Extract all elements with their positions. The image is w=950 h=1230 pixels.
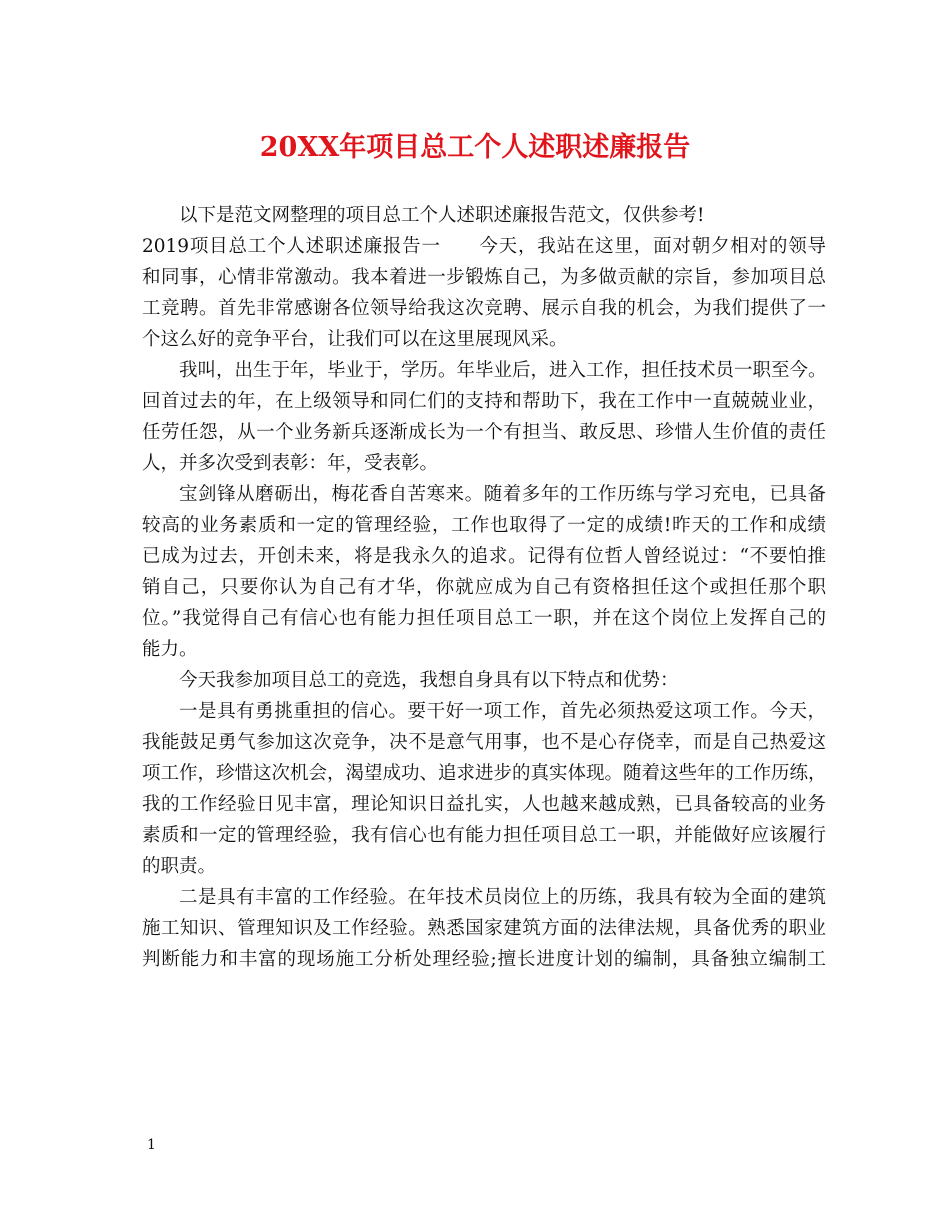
- body-line: 素质和一定的管理经验，我有信心也有能力担任项目总工一职，并能做好应该履行: [142, 825, 826, 846]
- body-line: 宝剑锋从磨砺出，梅花香自苦寒来。随着多年的工作历练与学习充电，已具备: [179, 484, 826, 505]
- body-line: 我的工作经验日见丰富，理论知识日益扎实，人也越来越成熟，已具备较高的业务: [142, 794, 826, 815]
- body-line: 已成为过去，开创未来，将是我永久的追求。记得有位哲人曾经说过：“不要怕推: [142, 546, 826, 567]
- body-line: 能力。: [142, 639, 198, 660]
- body-line: 工竞聘。首先非常感谢各位领导给我这次竞聘、展示自我的机会，为我们提供了一: [142, 298, 826, 319]
- body-line: 今天我参加项目总工的竞选，我想自身具有以下特点和优势：: [179, 670, 679, 691]
- body-line: 较高的业务素质和一定的管理经验，工作也取得了一定的成绩!昨天的工作和成绩: [142, 515, 826, 536]
- page-number: 1: [147, 1137, 156, 1153]
- body-line: 施工知识、管理知识及工作经验。熟悉国家建筑方面的法律法规，具备优秀的职业: [142, 918, 826, 939]
- body-line: 任劳任怨，从一个业务新兵逐渐成长为一个有担当、敢反思、珍惜人生价值的责任: [142, 422, 826, 443]
- body-line: 以下是范文网整理的项目总工个人述职述廉报告范文，仅供参考!: [179, 205, 705, 226]
- body-line: 判断能力和丰富的现场施工分析处理经验;擅长进度计划的编制，具备独立编制工: [142, 949, 826, 970]
- body-line: 位。”我觉得自己有信心也有能力担任项目总工一职，并在这个岗位上发挥自己的: [142, 608, 826, 629]
- body-line: 人，并多次受到表彰：年，受表彰。: [142, 453, 439, 474]
- body-line: 一是具有勇挑重担的信心。要干好一项工作，首先必须热爱这项工作。今天，: [179, 701, 826, 722]
- body-line: 我能鼓足勇气参加这次竞争，决不是意气用事，也不是心存侥幸，而是自己热爱这: [142, 732, 826, 753]
- document-body: [142, 200, 826, 975]
- body-line: 个这么好的竞争平台，让我们可以在这里展现风采。: [142, 329, 568, 350]
- body-line: 我叫，出生于年，毕业于，学历。年毕业后，进入工作，担任技术员一职至今。: [179, 360, 827, 381]
- body-line: 项工作，珍惜这次机会，渴望成功、追求进步的真实体现。随着这些年的工作历练，: [142, 763, 827, 784]
- body-line: 销自己，只要你认为自己有才华，你就应成为自己有资格担任这个或担任那个职: [142, 577, 826, 598]
- body-line: 回首过去的年，在上级领导和同仁们的支持和帮助下，我在工作中一直兢兢业业，: [142, 391, 826, 412]
- body-line: 和同事，心情非常激动。我本着进一步锻炼自己，为多做贡献的宗旨，参加项目总: [142, 267, 826, 288]
- body-line: 的职责。: [142, 856, 217, 877]
- body-line: 二是具有丰富的工作经验。在年技术员岗位上的历练，我具有较为全面的建筑: [179, 887, 826, 908]
- document-title: 20XX年项目总工个人述职述廉报告: [259, 132, 691, 163]
- body-line: 2019项目总工个人述职述廉报告一 今天，我站在这里，面对朝夕相对的领导: [142, 236, 826, 257]
